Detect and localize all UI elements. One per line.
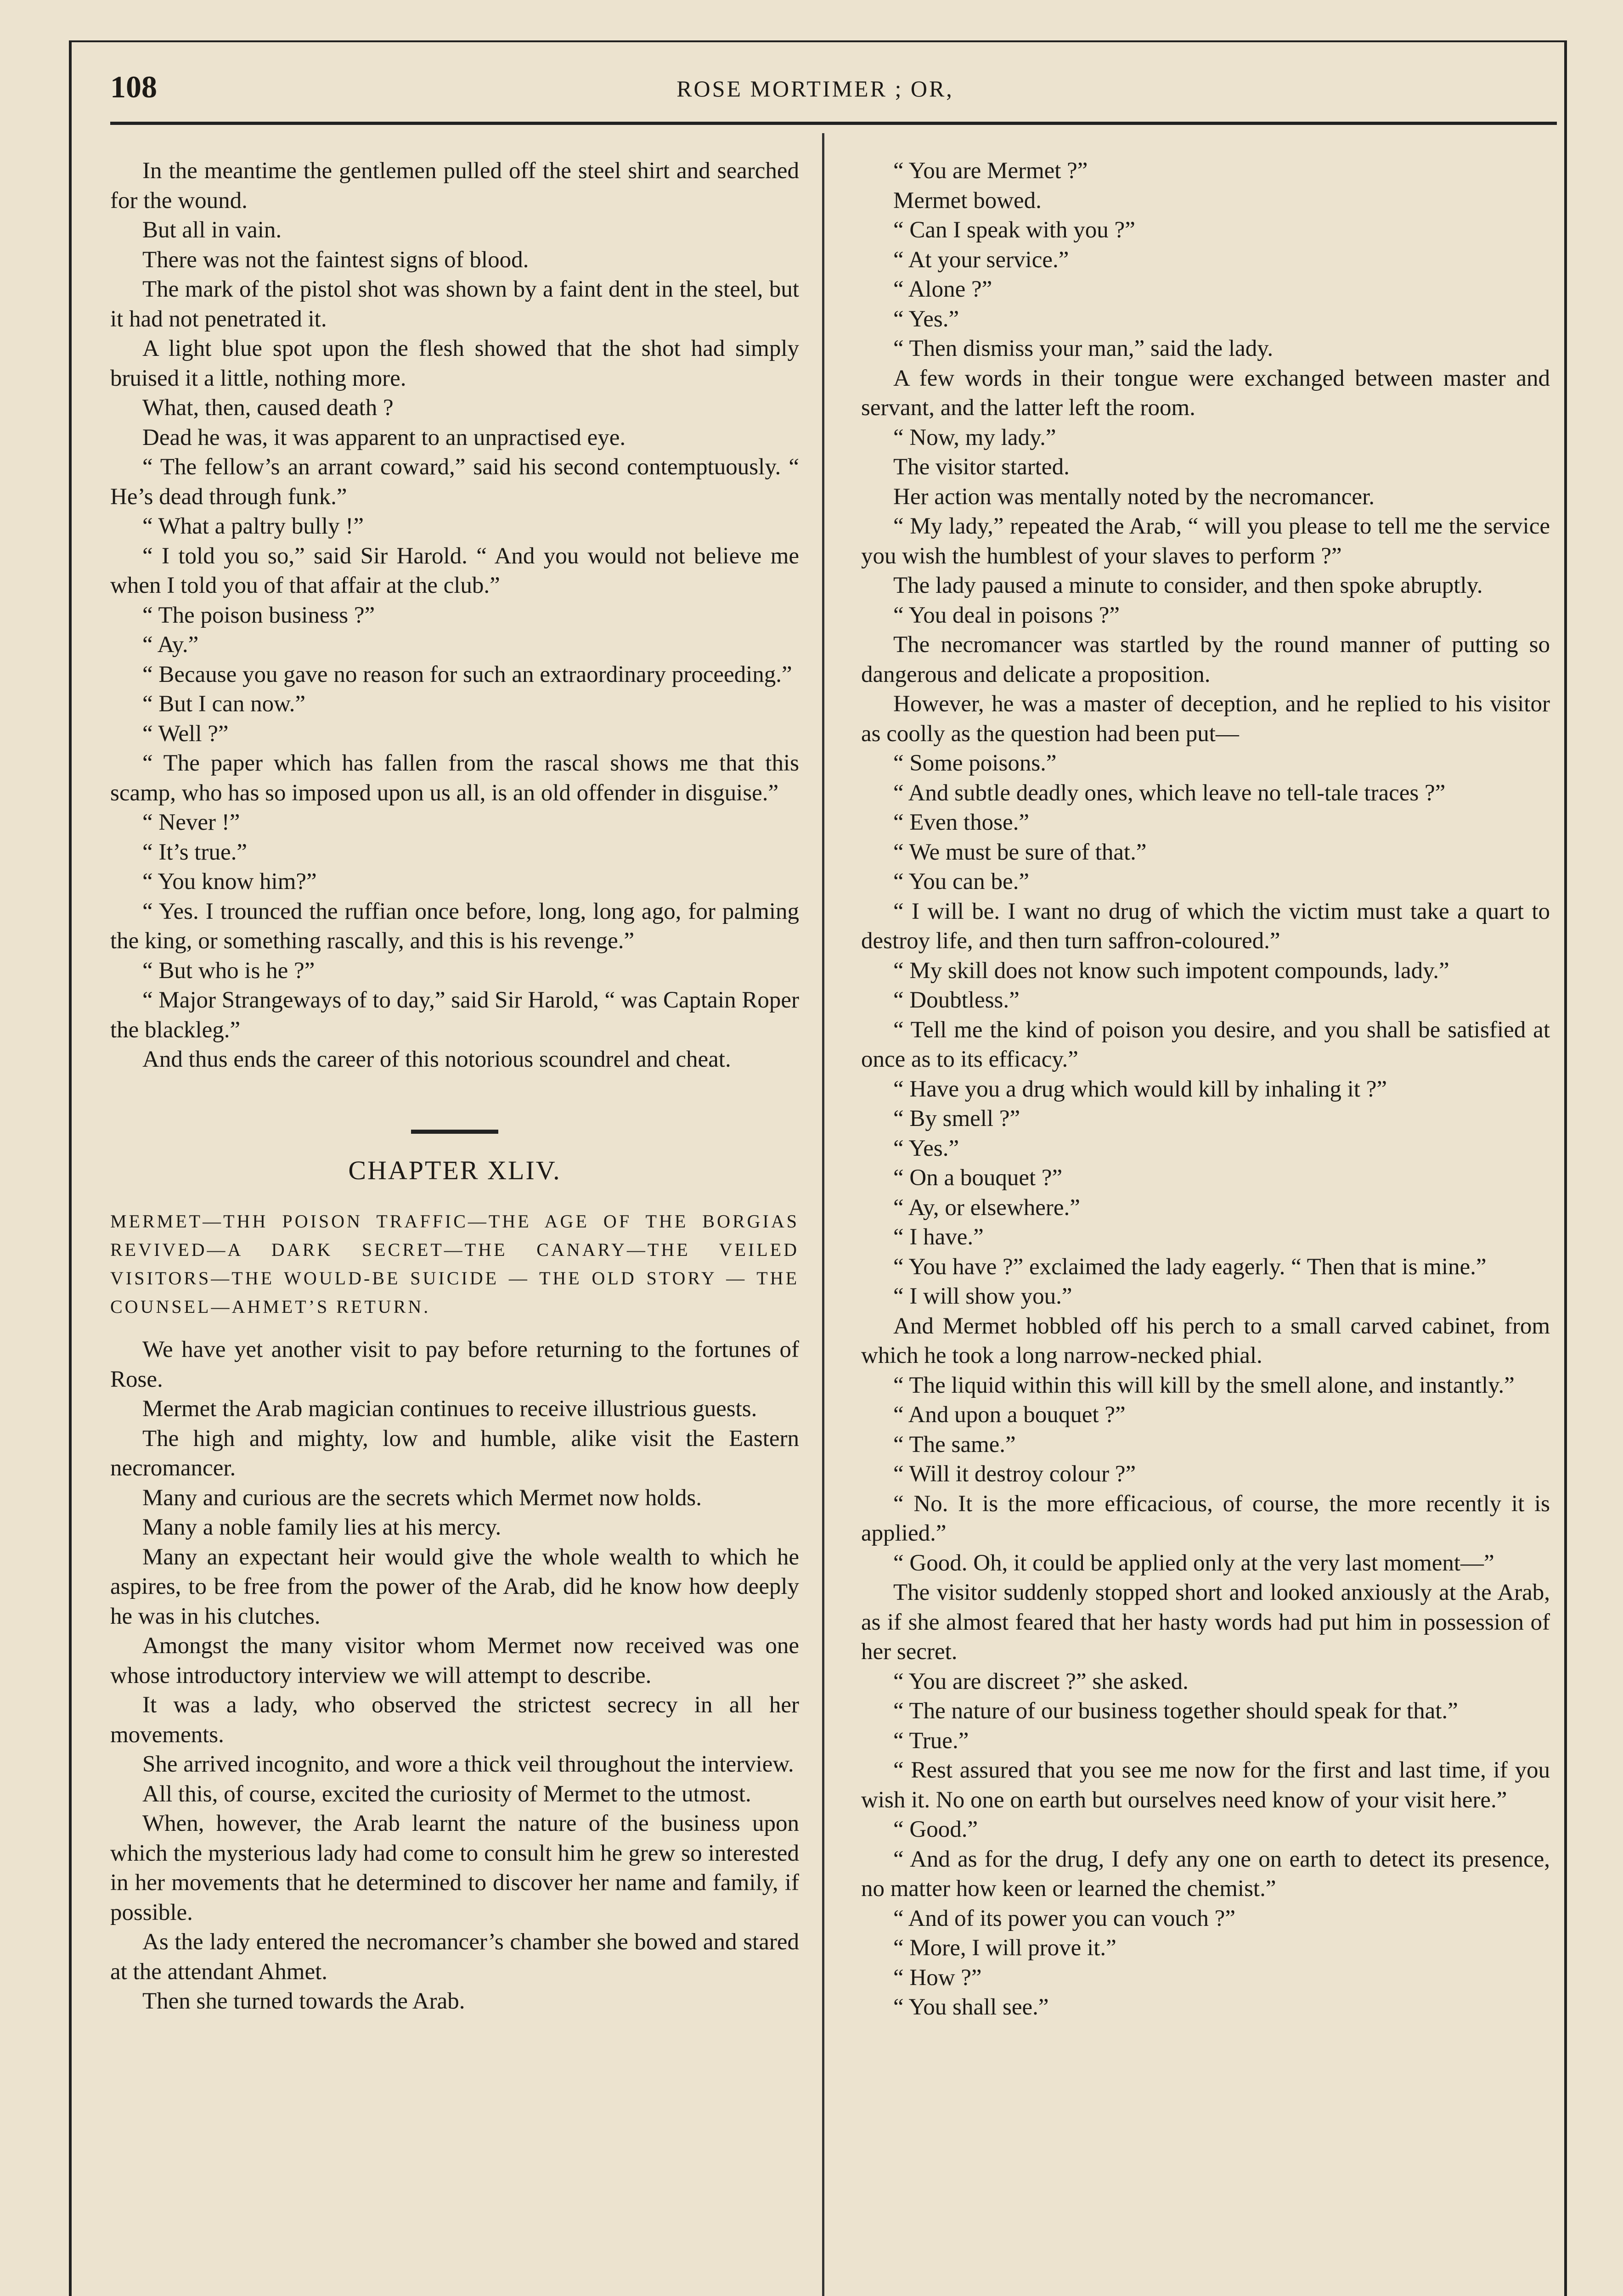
paragraph: “ I will be. I want no drug of which the victim must take a quart to destroy life, and then turn saffron-coloured.”	[861, 898, 1550, 954]
paragraph: “ What a paltry bully !”	[142, 513, 364, 539]
paragraph: The mark of the pistol shot was shown by a faint dent in the steel, but it had not penetrated it.	[110, 276, 799, 332]
paragraph: “ Yes.”	[893, 306, 959, 332]
paragraph: “ Tell me the kind of poison you desire, and you shall be satisfied at once as to its efficacy.”	[861, 1017, 1550, 1072]
paragraph: “ Even those.”	[893, 810, 1029, 835]
paragraph: Many and curious are the secrets which Mermet now holds.	[142, 1485, 702, 1511]
paragraph: “ Because you gave no reason for such an extraordinary proceeding.”	[142, 661, 792, 687]
paragraph: “ Then dismiss your man,” said the lady.	[893, 336, 1274, 361]
paragraph: Her action was mentally noted by the necromancer.	[893, 484, 1375, 510]
paragraph: And Mermet hobbled off his perch to a small carved cabinet, from which he took a long narrow-necked phial.	[861, 1313, 1550, 1368]
running-title: ROSE MORTIMER ; OR,	[676, 76, 954, 101]
paragraph: Many a noble family lies at his mercy.	[142, 1514, 502, 1540]
paragraph: “ Never !”	[142, 810, 240, 835]
paragraph: When, however, the Arab learnt the nature of the business upon which the mysterious lady had come to consult him he grew so interested in her movements that he determined to discover her name and family, if possible.	[110, 1811, 799, 1925]
left-column	[110, 156, 799, 2016]
paragraph: “ Major Strangeways of to day,” said Sir Harold, “ was Captain Roper the blackleg.”	[110, 987, 799, 1043]
paragraph: The high and mighty, low and humble, alike visit the Eastern necromancer.	[110, 1425, 799, 1481]
chapter-title: CHAPTER XLIV.	[348, 1155, 561, 1185]
header-rule	[110, 122, 1557, 125]
paragraph: “ Will it destroy colour ?”	[893, 1461, 1136, 1487]
paragraph: Then she turned towards the Arab.	[142, 1988, 465, 2014]
paragraph: What, then, caused death ?	[142, 395, 394, 421]
paragraph: “ You are Mermet ?”	[893, 158, 1088, 184]
paragraph: “ Doubtless.”	[893, 987, 1020, 1013]
paragraph: “ Well ?”	[142, 720, 229, 747]
right-paragraphs	[861, 156, 1550, 2022]
paragraph: “ You have ?” exclaimed the lady eagerly. “ Then that is mine.”	[893, 1254, 1487, 1280]
paragraph: “ Rest assured that you see me now for the first and last time, if you wish it. No one on earth but ourselves need know of your visit here.”	[861, 1757, 1550, 1813]
paragraph: “ Alone ?”	[893, 276, 992, 302]
paragraph: “ We must be sure of that.”	[893, 839, 1147, 865]
paragraph: “ Some poisons.”	[893, 750, 1057, 776]
paragraph: There was not the faintest signs of blood.	[142, 247, 529, 273]
paragraph: “ My skill does not know such impotent compounds, lady.”	[893, 957, 1449, 984]
paragraph: “ Yes. I trounced the ruffian once before, long, long ago, for palming the king, or something rascally, and this is his revenge.”	[110, 898, 799, 954]
paragraph: “ Ay, or elsewhere.”	[893, 1194, 1080, 1221]
paragraph: “ How ?”	[893, 1964, 982, 1991]
paragraph: Mermet bowed.	[893, 187, 1042, 214]
chapter-heading-block	[110, 1130, 799, 1322]
paragraph: “ You deal in poisons ?”	[893, 602, 1120, 628]
paragraph: “ And upon a bouquet ?”	[893, 1402, 1126, 1428]
paragraph: “ The fellow’s an arrant coward,” said his second contemptuously. “ He’s dead through funk.”	[110, 454, 799, 510]
column-divider	[822, 133, 824, 2296]
paragraph: “ I told you so,” said Sir Harold. “ And you would not believe me when I told you of that affair at the club.”	[110, 543, 799, 598]
paragraph: The visitor suddenly stopped short and looked anxiously at the Arab, as if she almost feared that her hasty words had put him in possession of her secret.	[861, 1580, 1550, 1665]
paragraph: “ True.”	[893, 1728, 969, 1754]
paragraph: “ On a bouquet ?”	[893, 1165, 1063, 1191]
paragraph: “ You shall see.”	[893, 1994, 1049, 2020]
paragraph: The necromancer was startled by the round manner of putting so dangerous and delicate a proposition.	[861, 632, 1550, 687]
paragraph: “ More, I will prove it.”	[893, 1935, 1116, 1961]
paragraph: “ My lady,” repeated the Arab, “ will you please to tell me the service you wish the humblest of your slaves to perform ?”	[861, 513, 1550, 569]
paragraph: The lady paused a minute to consider, and then spoke abruptly.	[893, 573, 1483, 598]
paragraph: “ Now, my lady.”	[893, 424, 1056, 450]
paragraph: “ The poison business ?”	[142, 602, 375, 628]
paragraph: “ And as for the drug, I defy any one on earth to detect its presence, no matter how keen or learned the chemist.”	[861, 1846, 1550, 1902]
paragraph: All this, of course, excited the curiosity of Mermet to the utmost.	[142, 1781, 751, 1807]
left-paragraphs	[110, 156, 799, 1075]
paragraph: “ The paper which has fallen from the rascal shows me that this scamp, who has so imposed upon us all, is an old offender in disguise.”	[110, 750, 799, 806]
paragraph: “ And of its power you can vouch ?”	[893, 1905, 1235, 1931]
paragraph: As the lady entered the necromancer’s chamber she bowed and stared at the attendant Ahmet.	[110, 1929, 799, 1985]
paragraph: Many an expectant heir would give the whole wealth to which he aspires, to be free from the power of the Arab, did he know how deeply he was in his clutches.	[110, 1544, 799, 1629]
paragraph: “ Ay.”	[142, 632, 199, 658]
paragraph: “ By smell ?”	[893, 1106, 1020, 1131]
paragraph: “ Good. Oh, it could be applied only at the very last moment—”	[893, 1550, 1494, 1576]
paragraph: “ The nature of our business together should speak for that.”	[893, 1698, 1458, 1724]
page-number: 108	[110, 69, 157, 104]
chapter-synopsis: MERMET—THH POISON TRAFFIC—THE AGE OF THE BORGIAS REVIVED—A DARK SECRET—THE CANARY—THE VEILED VISITORS—THE WOULD-BE SUICIDE — THE OLD STORY — THE COUNSEL—AHMET’S RETURN.	[110, 1211, 799, 1317]
paragraph: Dead he was, it was apparent to an unpractised eye.	[142, 424, 626, 450]
paragraph: “ You are discreet ?” she asked.	[893, 1668, 1189, 1694]
paragraph: We have yet another visit to pay before returning to the fortunes of Rose.	[110, 1337, 799, 1392]
paragraph: “ Can I speak with you ?”	[893, 217, 1135, 243]
paragraph: The visitor started.	[893, 454, 1070, 480]
paragraph: “ And subtle deadly ones, which leave no tell-tale traces ?”	[893, 780, 1446, 806]
paragraph: However, he was a master of deception, and he replied to his visitor as coolly as the question had been put—	[861, 691, 1550, 747]
paragraph: In the meantime the gentlemen pulled off the steel shirt and searched for the wound.	[110, 158, 799, 214]
paragraph: “ The same.”	[893, 1431, 1016, 1458]
paragraph: “ Yes.”	[893, 1135, 959, 1161]
paragraph: “ I will show you.”	[893, 1283, 1072, 1309]
paragraph: She arrived incognito, and wore a thick veil throughout the interview.	[142, 1751, 794, 1777]
paragraph: “ Have you a drug which would kill by inhaling it ?”	[893, 1076, 1387, 1102]
right-column	[861, 156, 1550, 2022]
chapter-rule	[411, 1130, 498, 1134]
paragraph: And thus ends the career of this notorious scoundrel and cheat.	[142, 1047, 731, 1072]
paragraph: “ You know him?”	[142, 869, 317, 895]
paragraph: “ But I can now.”	[142, 691, 305, 717]
paragraph: “ I have.”	[893, 1224, 984, 1250]
chapter-paragraphs	[110, 1335, 799, 2016]
paragraph: A few words in their tongue were exchanged between master and servant, and the latter left the room.	[861, 365, 1550, 421]
paragraph: “ At your service.”	[893, 247, 1069, 273]
paragraph: “ You can be.”	[893, 869, 1030, 895]
paragraph: It was a lady, who observed the strictest secrecy in all her movements.	[110, 1692, 799, 1748]
paragraph: “ It’s true.”	[142, 839, 247, 865]
paragraph: Mermet the Arab magician continues to receive illustrious guests.	[142, 1396, 757, 1422]
paragraph: But all in vain.	[142, 217, 282, 243]
paragraph: A light blue spot upon the flesh showed that the shot had simply bruised it a little, nothing more.	[110, 336, 799, 391]
paragraph: “ But who is he ?”	[142, 957, 315, 984]
paragraph: “ The liquid within this will kill by the smell alone, and instantly.”	[893, 1372, 1515, 1398]
paragraph: “ No. It is the more efficacious, of course, the more recently it is applied.”	[861, 1491, 1550, 1546]
paragraph: Amongst the many visitor whom Mermet now received was one whose introductory interview we will attempt to describe.	[110, 1633, 799, 1688]
paragraph: “ Good.”	[893, 1817, 978, 1842]
